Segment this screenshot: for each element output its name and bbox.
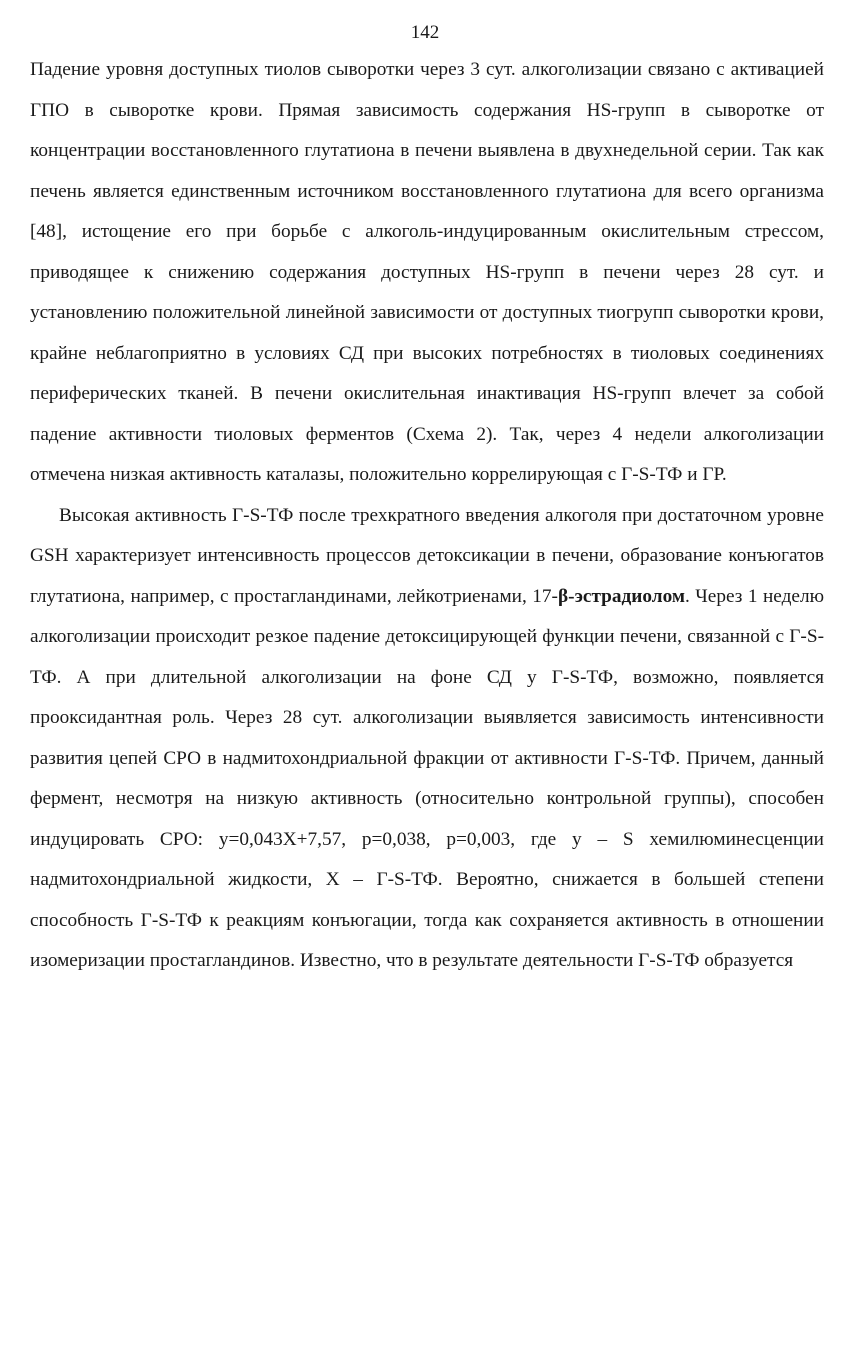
paragraph-thiols: Падение уровня доступных тиолов сыворотки через 3 сут. алкоголизации связано с активацией ГПО в сыворотке крови. Прямая зависимость содержания HS-групп в сыворотке от концентрации восстановленного глутатиона в печени выявлена в двухнедельной серии. Так как печень является единственным источником восстановленного глутатиона для всего организма [48], истощение его при борьбе с алкоголь-индуцированным окислительным стрессом, приводящее к снижению содержания доступных HS-групп в печени через 28 сут. и установлению положительной линейной зависимости от доступных тиогрупп сыворотки крови, крайне неблагоприятно в условиях СД при высоких потребностях в тиоловых соединениях периферических тканей. В печени окислительная инактивация HS-групп влечет за собой падение активности тиоловых ферментов (Схема 2). Так, через 4 недели алкоголизации отмечена низкая активность каталазы, положительно коррелирующая с Г-S-ТФ и ГР.	[30, 59, 824, 485]
paragraph-gst-text-end: . Через 1 неделю алкоголизации происходит резкое падение детоксицирующей функции печени, связанной с Г-S-ТФ. А при длительной алкоголизации на фоне СД у Г-S-ТФ, возможно, появляется прооксидантная роль. Через 28 сут. алкоголизации выявляется зависимость интенсивности развития цепей СРО в надмитохондриальной фракции от активности Г-S-ТФ. Причем, данный фермент, несмотря на низкую активность (относительно контрольной группы), способен индуцировать СРО: y=0,043X+7,57, p=0,038, p=0,003, где y – S хемилюминесценции надмитохондриальной жидкости, X – Г-S-ТФ. Вероятно, снижается в большей степени способность Г-S-ТФ к реакциям конъюгации, тогда как сохраняется активность в отношении изомеризации простагландинов. Известно, что в результате деятельности Г-S-ТФ образуется	[30, 585, 824, 971]
paragraph-gst-text-start: Высокая активность Г-S-ТФ после трехкратного введения алкоголя при достаточном уровне GSH характеризует интенсивность процессов детоксикации в печени, образование конъюгатов глутатиона, например, с простагландинами, лейкотриенами, 17-	[30, 504, 824, 607]
body-text	[30, 50, 824, 982]
estradiol-bold-term: β-эстрадиолом	[557, 585, 685, 607]
page-number: 142	[410, 22, 440, 43]
paragraph-gst-activity	[30, 496, 824, 982]
